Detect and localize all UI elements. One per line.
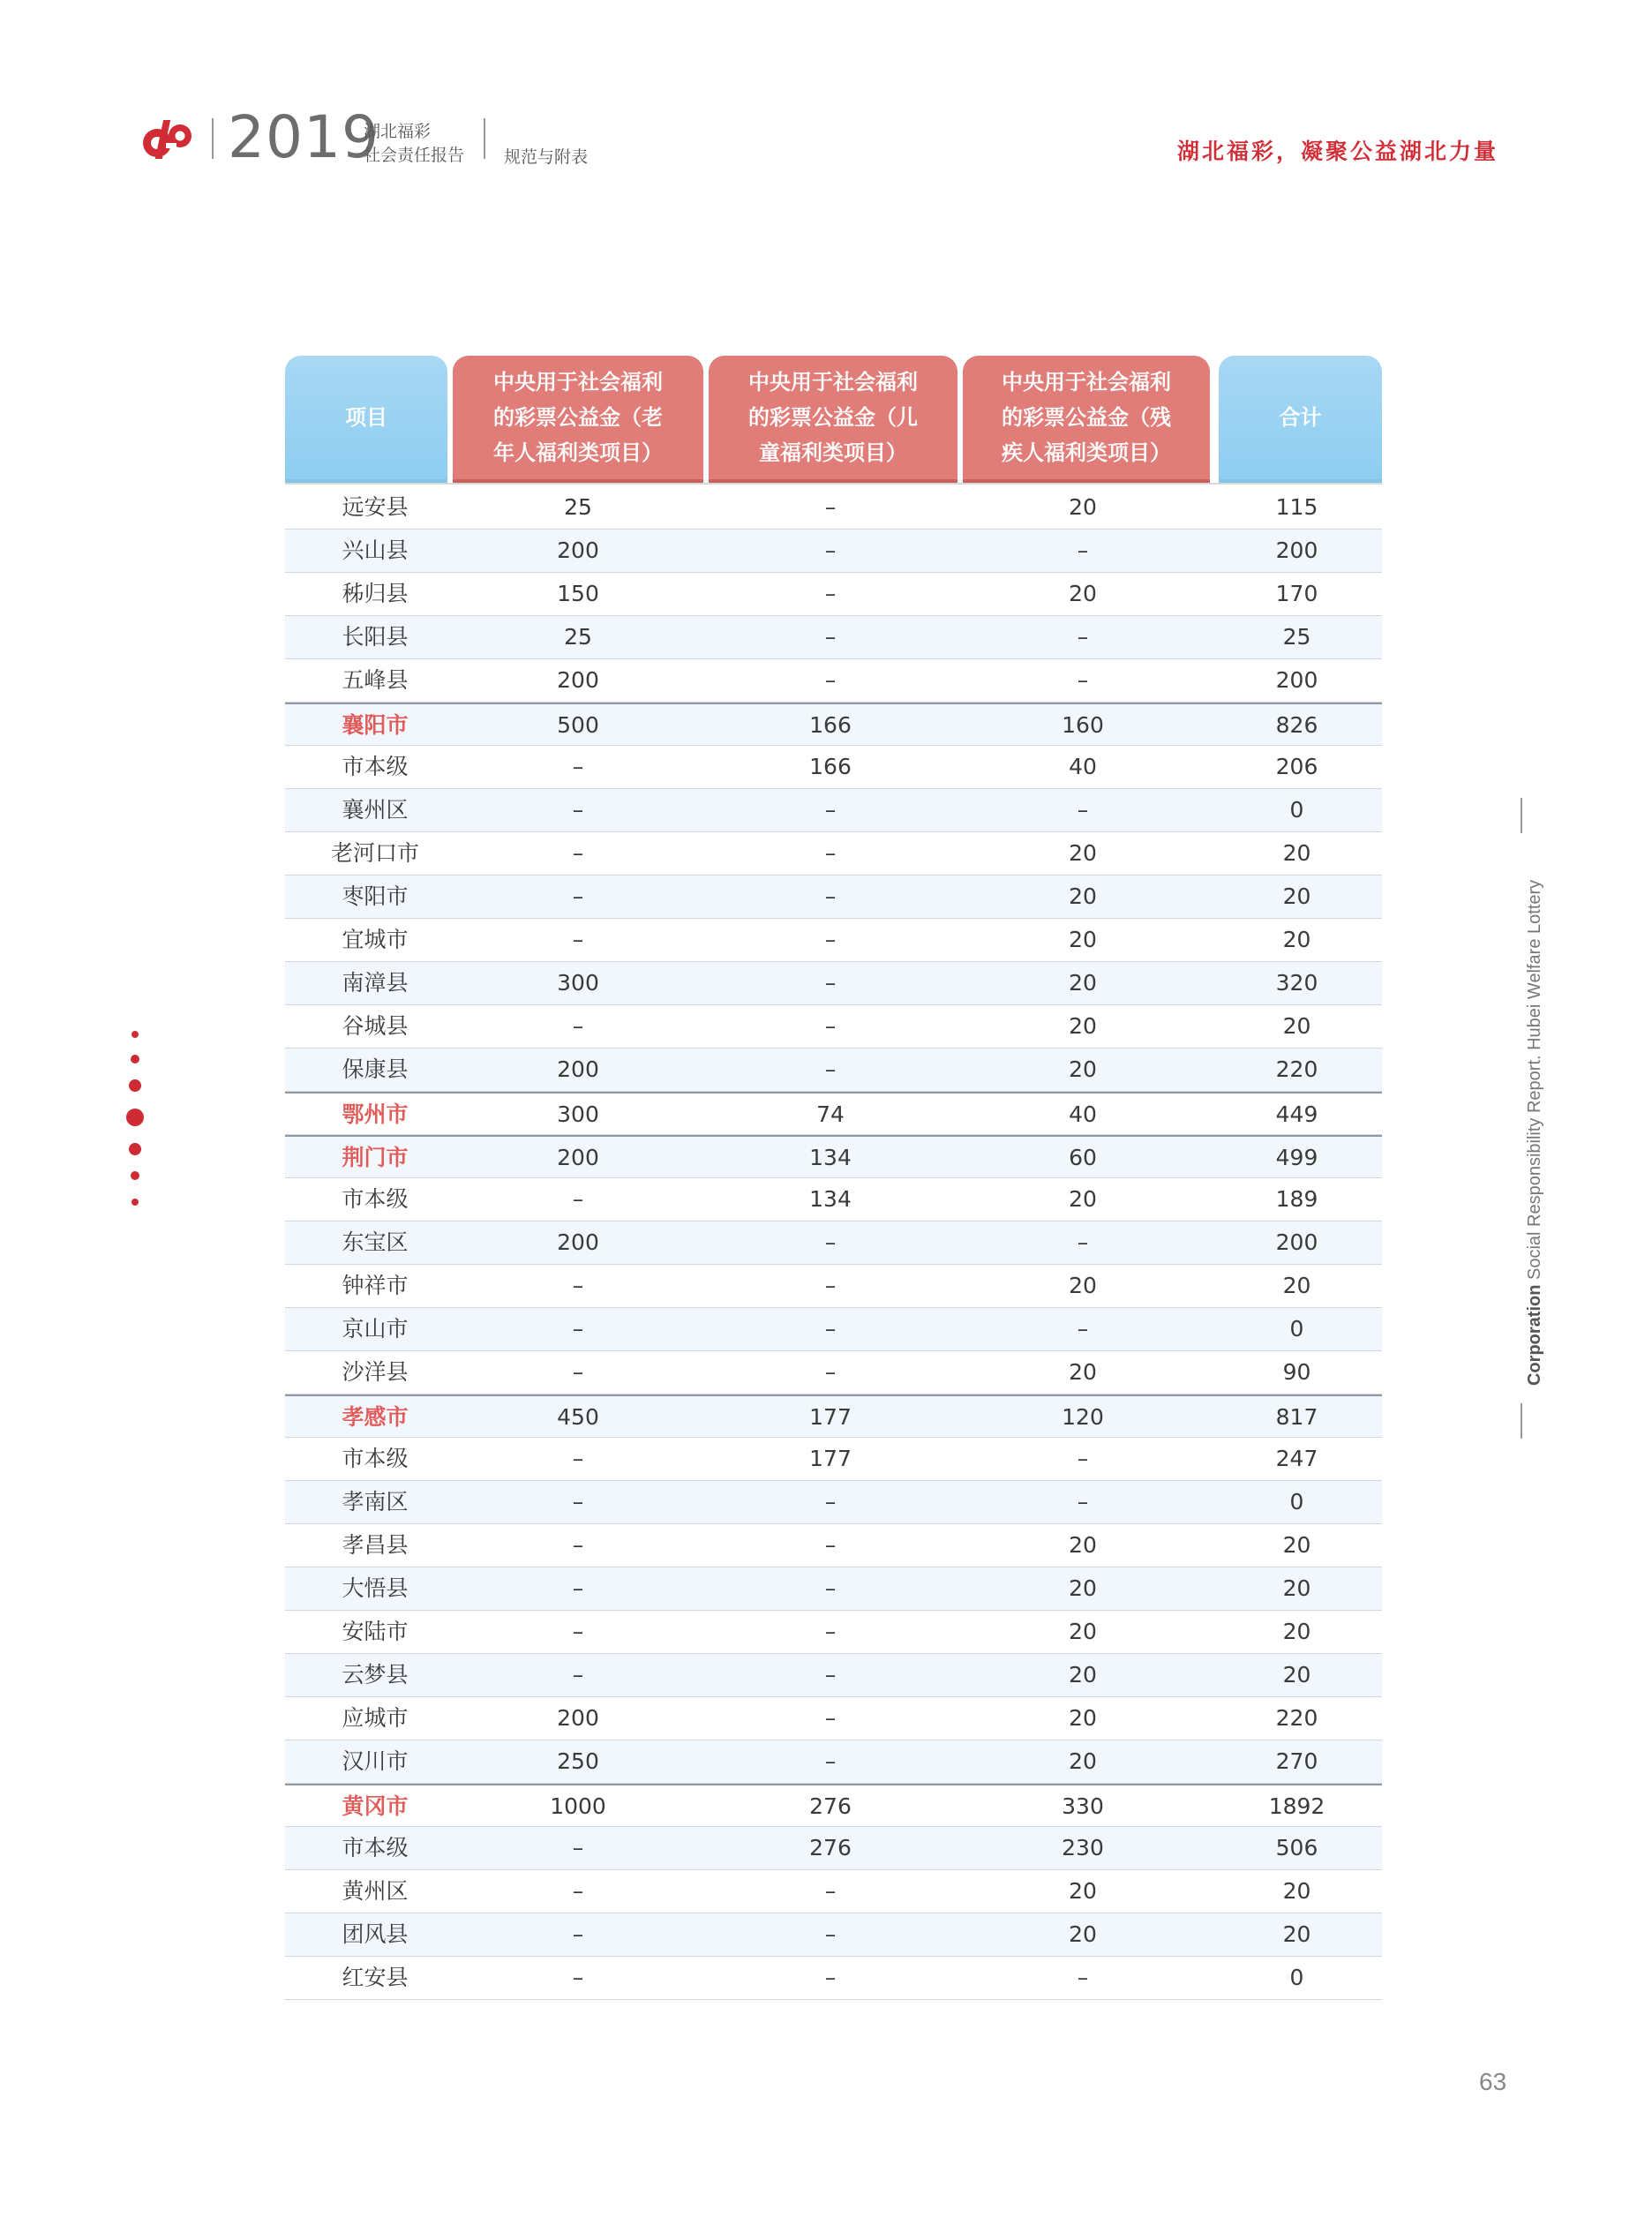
table-row xyxy=(285,962,1382,1005)
cell-total: 220 xyxy=(1275,1705,1318,1731)
cell-disabled: – xyxy=(1077,537,1089,563)
cell-children: – xyxy=(824,1359,837,1385)
cell-elderly: 200 xyxy=(557,667,599,693)
table-row xyxy=(285,659,1382,703)
cell-total: 90 xyxy=(1282,1359,1311,1385)
cell-disabled: 20 xyxy=(1069,1748,1097,1774)
table-row xyxy=(285,573,1382,616)
cell-total: 20 xyxy=(1282,1532,1311,1558)
table-row xyxy=(285,1135,1382,1178)
cell-children: – xyxy=(824,1316,837,1342)
table-row xyxy=(285,1351,1382,1394)
cell-children: – xyxy=(824,1705,837,1731)
cell-elderly: – xyxy=(572,1878,584,1904)
cell-disabled: 20 xyxy=(1069,1532,1097,1558)
header-separator xyxy=(484,118,485,159)
cell-elderly: – xyxy=(572,1359,584,1385)
cell-children: – xyxy=(824,970,837,996)
cell-elderly: – xyxy=(572,1619,584,1644)
cell-item: 云梦县 xyxy=(342,1662,409,1688)
cell-total: 270 xyxy=(1275,1748,1318,1774)
side-label-rest: Social Responsibility Report. Hubei Welfare Lottery xyxy=(1525,879,1544,1285)
header-separator xyxy=(212,118,214,159)
nav-dot xyxy=(131,1031,139,1038)
table-row xyxy=(285,530,1382,573)
table-row xyxy=(285,1913,1382,1957)
cell-elderly: – xyxy=(572,754,584,779)
cell-elderly: – xyxy=(572,797,584,823)
cell-total: 20 xyxy=(1282,840,1311,866)
cell-children: 74 xyxy=(816,1101,845,1127)
cell-children: – xyxy=(824,1965,837,1990)
cell-item: 市本级 xyxy=(342,754,409,779)
cell-disabled: 20 xyxy=(1069,1662,1097,1688)
cell-disabled: 230 xyxy=(1062,1835,1104,1860)
cell-elderly: 250 xyxy=(557,1748,599,1774)
cell-item: 襄州区 xyxy=(342,797,409,823)
cell-item: 汉川市 xyxy=(342,1748,409,1774)
cell-item: 兴山县 xyxy=(342,537,409,563)
cell-total: 0 xyxy=(1289,1316,1304,1342)
cell-item: 市本级 xyxy=(342,1835,409,1860)
cell-item: 荆门市 xyxy=(342,1145,409,1170)
cell-item: 沙洋县 xyxy=(342,1359,409,1385)
cell-item: 钟祥市 xyxy=(342,1273,409,1298)
cell-total: 0 xyxy=(1289,1965,1304,1990)
cell-children: – xyxy=(824,624,837,650)
cell-disabled: – xyxy=(1077,797,1089,823)
cell-disabled: 40 xyxy=(1069,1101,1097,1127)
side-report-label xyxy=(1525,880,1545,1386)
welfare-lottery-logo xyxy=(139,117,194,162)
cell-item: 远安县 xyxy=(342,494,409,520)
nav-dot-active xyxy=(126,1109,144,1126)
table-header xyxy=(285,356,1382,486)
table-row xyxy=(285,876,1382,919)
cell-disabled: – xyxy=(1077,667,1089,693)
cell-item: 京山市 xyxy=(342,1316,409,1342)
cell-disabled: 120 xyxy=(1062,1404,1104,1430)
cell-total: 20 xyxy=(1282,1013,1311,1039)
cell-total: 499 xyxy=(1275,1145,1318,1170)
cell-disabled: – xyxy=(1077,1965,1089,1990)
cell-disabled: – xyxy=(1077,1446,1089,1471)
brand-line-1: 湖北福彩 xyxy=(364,122,432,141)
side-label-bold: Corporation xyxy=(1525,1284,1544,1386)
cell-item: 长阳县 xyxy=(342,624,409,650)
cell-children: 134 xyxy=(809,1145,852,1170)
cell-item: 东宝区 xyxy=(342,1229,409,1255)
report-brand xyxy=(364,120,464,168)
cell-children: – xyxy=(824,797,837,823)
nav-dot xyxy=(131,1199,139,1206)
cell-total: 449 xyxy=(1275,1101,1318,1127)
cell-children: – xyxy=(824,883,837,909)
header-total: 合计 xyxy=(1219,356,1382,479)
cell-elderly: – xyxy=(572,1273,584,1298)
cell-children: – xyxy=(824,1056,837,1082)
cell-total: 189 xyxy=(1275,1186,1318,1212)
header-disabled: 中央用于社会福利的彩票公益金（残疾人福利类项目） xyxy=(963,356,1210,479)
cell-item: 黄州区 xyxy=(342,1878,409,1904)
cell-disabled: – xyxy=(1077,1229,1089,1255)
cell-item: 枣阳市 xyxy=(342,883,409,909)
cell-disabled: 20 xyxy=(1069,1619,1097,1644)
cell-disabled: 20 xyxy=(1069,1359,1097,1385)
cell-children: – xyxy=(824,537,837,563)
table-row xyxy=(285,746,1382,789)
cell-children: – xyxy=(824,667,837,693)
cell-elderly: – xyxy=(572,840,584,866)
cell-disabled: 20 xyxy=(1069,1056,1097,1082)
cell-total: 220 xyxy=(1275,1056,1318,1082)
cell-disabled: 20 xyxy=(1069,1705,1097,1731)
page-number: 63 xyxy=(1479,2068,1507,2095)
table-row xyxy=(285,1740,1382,1784)
table-row xyxy=(285,1957,1382,2000)
cell-children: – xyxy=(824,1273,837,1298)
cell-total: 20 xyxy=(1282,927,1311,952)
nav-dot xyxy=(131,1055,139,1064)
cell-total: 506 xyxy=(1275,1835,1318,1860)
cell-item: 应城市 xyxy=(342,1705,409,1731)
cell-total: 200 xyxy=(1275,1229,1318,1255)
table-row xyxy=(285,1308,1382,1351)
cell-item: 老河口市 xyxy=(330,840,419,866)
cell-disabled: 20 xyxy=(1069,970,1097,996)
cell-item: 孝昌县 xyxy=(342,1532,409,1558)
cell-children: – xyxy=(824,1532,837,1558)
table-row xyxy=(285,1221,1382,1265)
cell-disabled: 20 xyxy=(1069,1575,1097,1601)
table-row xyxy=(285,616,1382,659)
table-row xyxy=(285,1524,1382,1567)
cell-disabled: 20 xyxy=(1069,927,1097,952)
header-children: 中央用于社会福利的彩票公益金（儿童福利类项目） xyxy=(709,356,957,479)
table-row xyxy=(285,1178,1382,1221)
cell-elderly: 200 xyxy=(557,537,599,563)
cell-elderly: 200 xyxy=(557,1229,599,1255)
cell-children: 177 xyxy=(809,1404,852,1430)
table-row xyxy=(285,1784,1382,1827)
cell-elderly: – xyxy=(572,1575,584,1601)
cell-elderly: 25 xyxy=(564,494,592,520)
cell-item: 孝感市 xyxy=(342,1404,409,1430)
cell-item: 红安县 xyxy=(342,1965,409,1990)
cell-total: 20 xyxy=(1282,1878,1311,1904)
cell-elderly: – xyxy=(572,1965,584,1990)
cell-item: 安陆市 xyxy=(342,1619,409,1644)
cell-disabled: 330 xyxy=(1062,1793,1104,1819)
table-row xyxy=(285,1438,1382,1481)
cell-disabled: 20 xyxy=(1069,840,1097,866)
cell-total: 1892 xyxy=(1268,1793,1325,1819)
table-row xyxy=(285,1654,1382,1697)
funds-table xyxy=(285,356,1382,2000)
section-title: 规范与附表 xyxy=(504,147,589,167)
table-row xyxy=(285,1827,1382,1870)
cell-total: 200 xyxy=(1275,667,1318,693)
table-row xyxy=(285,1697,1382,1740)
table-row xyxy=(285,832,1382,876)
table-row xyxy=(285,1611,1382,1654)
cell-total: 170 xyxy=(1275,581,1318,606)
cell-children: 276 xyxy=(809,1793,852,1819)
cell-elderly: – xyxy=(572,1316,584,1342)
cell-disabled: 20 xyxy=(1069,581,1097,606)
cell-elderly: 25 xyxy=(564,624,592,650)
cell-disabled: 20 xyxy=(1069,494,1097,520)
cell-disabled: 20 xyxy=(1069,1921,1097,1947)
table-body xyxy=(285,486,1382,2000)
cell-item: 南漳县 xyxy=(342,970,409,996)
cell-item: 鄂州市 xyxy=(342,1101,409,1127)
cell-elderly: 300 xyxy=(557,970,599,996)
cell-total: 826 xyxy=(1275,712,1318,738)
report-year: 2019 xyxy=(228,103,379,171)
cell-children: – xyxy=(824,1619,837,1644)
cell-children: 166 xyxy=(809,712,852,738)
cell-children: – xyxy=(824,1662,837,1688)
cell-children: – xyxy=(824,1575,837,1601)
cell-children: – xyxy=(824,1489,837,1515)
cell-children: – xyxy=(824,840,837,866)
cell-children: 134 xyxy=(809,1186,852,1212)
table-row xyxy=(285,1092,1382,1135)
table-row xyxy=(285,1870,1382,1913)
cell-total: 20 xyxy=(1282,1921,1311,1947)
cell-total: 20 xyxy=(1282,1273,1311,1298)
nav-dot xyxy=(131,1171,139,1180)
cell-item: 五峰县 xyxy=(342,667,409,693)
cell-disabled: 160 xyxy=(1062,712,1104,738)
cell-item: 保康县 xyxy=(342,1056,409,1082)
cell-item: 孝南区 xyxy=(342,1489,409,1515)
table-row xyxy=(285,1481,1382,1524)
side-line-bottom xyxy=(1521,1403,1522,1439)
cell-elderly: 150 xyxy=(557,581,599,606)
cell-item: 谷城县 xyxy=(342,1013,409,1039)
table-row xyxy=(285,486,1382,530)
cell-elderly: 300 xyxy=(557,1101,599,1127)
cell-item: 市本级 xyxy=(342,1446,409,1471)
cell-elderly: – xyxy=(572,1921,584,1947)
cell-total: 20 xyxy=(1282,1619,1311,1644)
cell-total: 115 xyxy=(1275,494,1318,520)
cell-item: 襄阳市 xyxy=(342,712,409,738)
cell-elderly: – xyxy=(572,1532,584,1558)
table-row xyxy=(285,919,1382,962)
cell-total: 0 xyxy=(1289,1489,1304,1515)
cell-disabled: 20 xyxy=(1069,883,1097,909)
table-row xyxy=(285,1049,1382,1092)
cell-children: – xyxy=(824,494,837,520)
cell-children: – xyxy=(824,1229,837,1255)
nav-dot xyxy=(129,1143,141,1155)
cell-children: – xyxy=(824,1748,837,1774)
slogan: 湖北福彩，凝聚公益湖北力量 xyxy=(1176,139,1498,164)
cell-total: 817 xyxy=(1275,1404,1318,1430)
cell-elderly: – xyxy=(572,883,584,909)
cell-children: – xyxy=(824,1013,837,1039)
cell-elderly: – xyxy=(572,1489,584,1515)
cell-elderly: 200 xyxy=(557,1705,599,1731)
cell-total: 20 xyxy=(1282,1662,1311,1688)
cell-item: 市本级 xyxy=(342,1186,409,1212)
cell-item: 大悟县 xyxy=(342,1575,409,1601)
cell-disabled: – xyxy=(1077,1316,1089,1342)
cell-children: – xyxy=(824,1921,837,1947)
cell-disabled: – xyxy=(1077,624,1089,650)
cell-elderly: – xyxy=(572,927,584,952)
cell-total: 247 xyxy=(1275,1446,1318,1471)
cell-disabled: 20 xyxy=(1069,1013,1097,1039)
cell-total: 20 xyxy=(1282,883,1311,909)
cell-item: 团风县 xyxy=(342,1921,409,1947)
cell-total: 25 xyxy=(1282,624,1311,650)
cell-elderly: 500 xyxy=(557,712,599,738)
side-line-top xyxy=(1521,798,1522,833)
cell-children: – xyxy=(824,1878,837,1904)
cell-total: 20 xyxy=(1282,1575,1311,1601)
header-elderly: 中央用于社会福利的彩票公益金（老年人福利类项目） xyxy=(453,356,703,479)
cell-disabled: – xyxy=(1077,1489,1089,1515)
table-row xyxy=(285,1005,1382,1049)
table-row xyxy=(285,703,1382,746)
cell-children: 276 xyxy=(809,1835,852,1860)
cell-disabled: 20 xyxy=(1069,1186,1097,1212)
cell-disabled: 20 xyxy=(1069,1878,1097,1904)
cell-item: 黄冈市 xyxy=(342,1793,409,1819)
cell-children: 177 xyxy=(809,1446,852,1471)
cell-elderly: 200 xyxy=(557,1145,599,1170)
cell-elderly: 200 xyxy=(557,1056,599,1082)
nav-dot xyxy=(129,1079,141,1092)
cell-total: 200 xyxy=(1275,537,1318,563)
cell-total: 0 xyxy=(1289,797,1304,823)
table-row xyxy=(285,1394,1382,1438)
cell-children: 166 xyxy=(809,754,852,779)
cell-elderly: – xyxy=(572,1186,584,1212)
cell-elderly: – xyxy=(572,1013,584,1039)
cell-elderly: – xyxy=(572,1835,584,1860)
cell-disabled: 20 xyxy=(1069,1273,1097,1298)
cell-elderly: 450 xyxy=(557,1404,599,1430)
table-row xyxy=(285,1265,1382,1308)
cell-elderly: – xyxy=(572,1446,584,1471)
cell-item: 宜城市 xyxy=(342,927,409,952)
header-divider xyxy=(285,483,1382,485)
cell-elderly: 1000 xyxy=(550,1793,606,1819)
cell-children: – xyxy=(824,927,837,952)
brand-line-2: 社会责任报告 xyxy=(364,146,465,165)
cell-children: – xyxy=(824,581,837,606)
cell-total: 320 xyxy=(1275,970,1318,996)
header-item: 项目 xyxy=(285,356,447,479)
cell-item: 秭归县 xyxy=(342,581,409,606)
table-row xyxy=(285,1567,1382,1611)
cell-disabled: 60 xyxy=(1069,1145,1097,1170)
cell-elderly: – xyxy=(572,1662,584,1688)
cell-disabled: 40 xyxy=(1069,754,1097,779)
table-row xyxy=(285,789,1382,832)
cell-total: 206 xyxy=(1275,754,1318,779)
